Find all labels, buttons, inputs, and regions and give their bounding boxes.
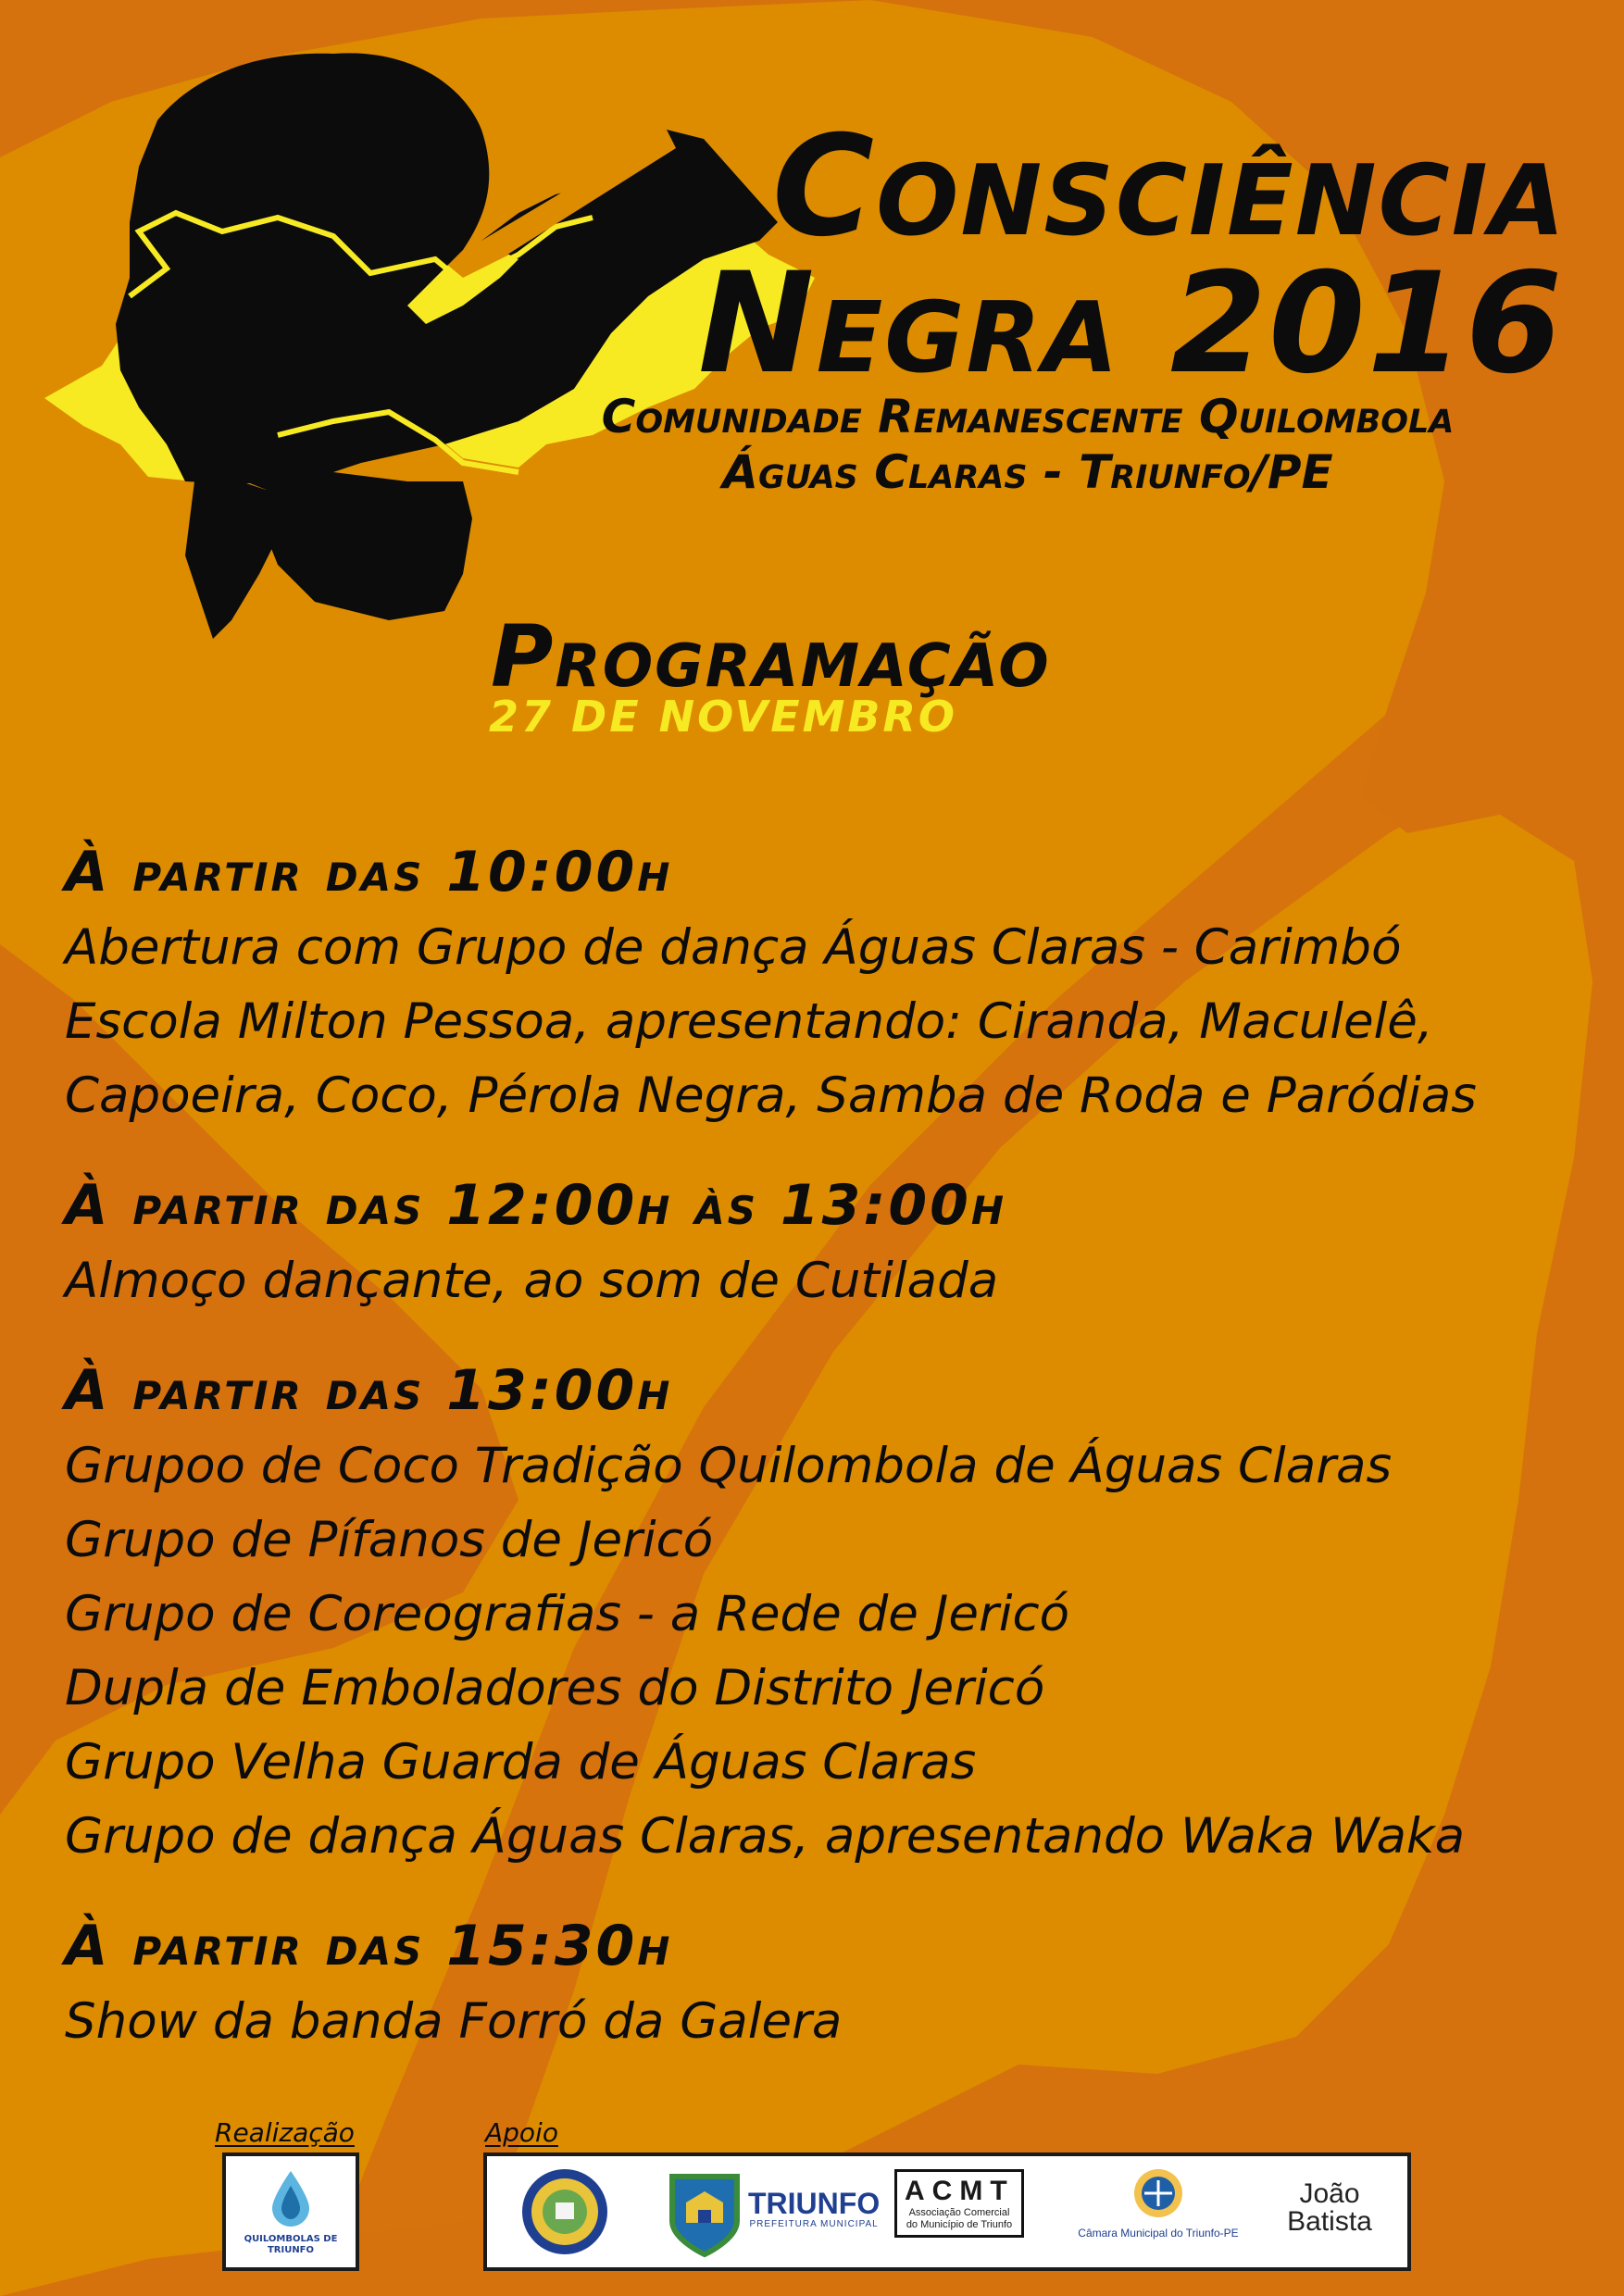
title-line-1: Consciência	[772, 106, 1567, 268]
schedule-item: Show da banda Forró da Galera	[65, 1993, 843, 2050]
schedule-item: Capoeira, Coco, Pérola Negra, Samba de Roda e Paródias	[65, 1067, 1477, 1124]
water-drop-icon	[235, 2165, 346, 2230]
schedule-item: Grupo de Coreografias - a Rede de Jericó	[65, 1586, 1070, 1642]
triunfo-name: TRIUNFO	[748, 2187, 881, 2220]
municipal-seal-logo	[518, 2165, 611, 2258]
joao-line-1: João	[1299, 2178, 1360, 2209]
title-line-2: Negra 2016	[698, 243, 1565, 405]
apoio-label: Apoio	[485, 2117, 558, 2148]
schedule-block	[65, 1352, 1602, 1874]
quilombolas-logo	[235, 2165, 346, 2258]
realizacao-label: Realização	[215, 2117, 355, 2148]
event-title	[698, 106, 1567, 405]
schedule-time: À partir das 15:30h	[65, 1914, 673, 1978]
subtitle-line-1: Comunidade Remanescente Quilombola	[601, 390, 1455, 443]
schedule-item: Grupoo de Coco Tradição Quilombola de Águas Claras	[65, 1438, 1393, 1494]
municipal-seal-icon	[518, 2165, 611, 2258]
schedule-block	[65, 1167, 1602, 1318]
acmt-line-1: Associação Comercial	[908, 2207, 1010, 2218]
schedule-item: Dupla de Emboladores do Distrito Jericó	[65, 1660, 1045, 1716]
acmt-badge	[894, 2169, 1024, 2238]
camara-logo	[1070, 2165, 1246, 2258]
schedule-block	[65, 1907, 1602, 2059]
acmt-name: ACMT	[905, 2176, 1015, 2206]
schedule-time: À partir das 12:00h às 13:00h	[65, 1173, 1007, 1238]
apoio-box	[483, 2152, 1411, 2271]
programacao-title: Programação	[491, 607, 1051, 706]
acmt-line-2: do Município de Triunfo	[906, 2219, 1013, 2230]
schedule-item: Grupo Velha Guarda de Águas Claras	[65, 1734, 977, 1791]
schedule-item: Escola Milton Pessoa, apresentando: Ciranda, Maculelê,	[65, 993, 1433, 1050]
schedule	[65, 833, 1602, 2092]
joao-batista-logo	[1274, 2180, 1385, 2273]
schedule-time: À partir das 10:00h	[65, 840, 673, 905]
coat-of-arms-icon	[663, 2165, 746, 2258]
schedule-item: Almoço dançante, ao som de Cutilada	[65, 1253, 999, 1309]
schedule-item: Grupo de dança Águas Claras, apresentando Waka Waka	[65, 1808, 1466, 1865]
subtitle-line-2: Águas Claras - Triunfo/PE	[722, 445, 1333, 499]
camara-emblem-icon	[1070, 2165, 1246, 2223]
acmt-logo	[894, 2169, 1024, 2262]
triunfo-logo	[663, 2165, 881, 2258]
quilombolas-logo-text: QUILOMBOLAS DE TRIUNFO	[244, 2234, 338, 2255]
joao-line-2: Batista	[1287, 2206, 1372, 2237]
schedule-item: Grupo de Pífanos de Jericó	[65, 1512, 714, 1568]
schedule-item: Abertura com Grupo de dança Águas Claras - Carimbó	[65, 919, 1402, 976]
camara-name: Câmara Municipal do Triunfo-PE	[1078, 2227, 1239, 2240]
programacao-date: 27 DE NOVEMBRO	[489, 692, 957, 742]
schedule-time: À partir das 13:00h	[65, 1358, 673, 1423]
realizacao-box	[222, 2152, 359, 2271]
subtitle	[481, 389, 1574, 500]
schedule-block	[65, 833, 1602, 1133]
triunfo-sub: PREFEITURA MUNICIPAL	[749, 2219, 879, 2229]
